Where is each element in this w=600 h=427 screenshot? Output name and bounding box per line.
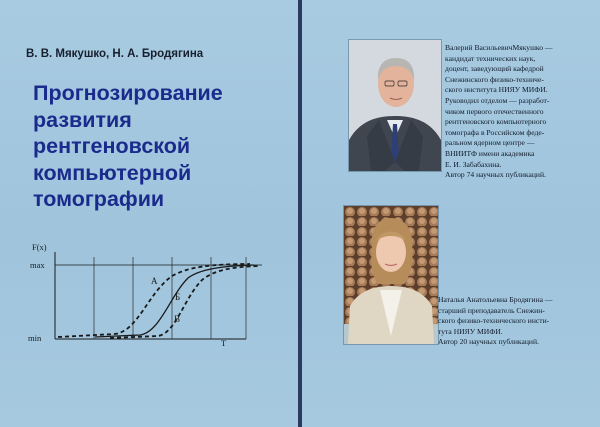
book-title bbox=[33, 80, 295, 213]
max-label: max bbox=[30, 260, 45, 270]
curve-label-b: Б bbox=[175, 292, 181, 302]
title-line: развития bbox=[33, 107, 132, 132]
y-axis-label: F(x) bbox=[32, 242, 47, 252]
bio-line: Снежинского физико-техниче- bbox=[445, 74, 544, 84]
title-line: томографии bbox=[33, 187, 165, 211]
book-authors: В. В. Мякушко, Н. А. Бродягина bbox=[26, 48, 204, 60]
title-line: Прогнозирование bbox=[33, 81, 223, 105]
bio-line: Руководил отделом — разработ- bbox=[445, 95, 550, 105]
curve-v bbox=[110, 266, 258, 338]
curve-label-a: A bbox=[151, 276, 158, 286]
author-photo-brodyagina bbox=[344, 206, 438, 344]
bio-line: Наталья Анатольевна Бродягина — bbox=[438, 295, 553, 304]
bio-line: доцент, заведующий кафедрой bbox=[445, 64, 544, 74]
bio-line: ского института НИЯУ МИФИ. bbox=[445, 85, 548, 95]
bio-line: Валерий ВасильевичМякушко — bbox=[445, 43, 553, 52]
bio-line: томографа в Российском феде- bbox=[445, 127, 545, 137]
author-bio-myakushko bbox=[445, 43, 595, 181]
title-line: компьютерной bbox=[33, 160, 192, 185]
x-axis-label: T bbox=[221, 338, 227, 348]
bio-line: кандидат технических наук, bbox=[445, 53, 536, 63]
bio-line: Автор 20 научных публикаций. bbox=[438, 337, 539, 347]
bio-line: тута НИЯУ МИФИ. bbox=[438, 326, 503, 336]
min-label: min bbox=[28, 333, 42, 343]
bio-line: старший преподаватель Снежин- bbox=[438, 305, 545, 315]
bio-line: ральном ядерном центре — bbox=[445, 138, 535, 148]
front-cover bbox=[0, 0, 298, 427]
cover-graph bbox=[0, 238, 298, 350]
bio-line: ВНИИТФ имени академика bbox=[445, 148, 535, 158]
bio-line: рентгеновского компьютерного bbox=[445, 117, 547, 127]
title-line: рентгеновской bbox=[33, 134, 191, 158]
bio-line: чиком первого отечественного bbox=[445, 106, 544, 116]
curve-label-v: В bbox=[174, 314, 181, 324]
author-bio-brodyagina bbox=[438, 295, 596, 348]
bio-line: Е. И. Забабахина. bbox=[445, 159, 502, 169]
bio-line: Автор 74 научных публикаций. bbox=[445, 170, 546, 180]
bio-line: ского физико-технического инсти- bbox=[438, 316, 550, 326]
author-photo-myakushko bbox=[349, 40, 441, 171]
